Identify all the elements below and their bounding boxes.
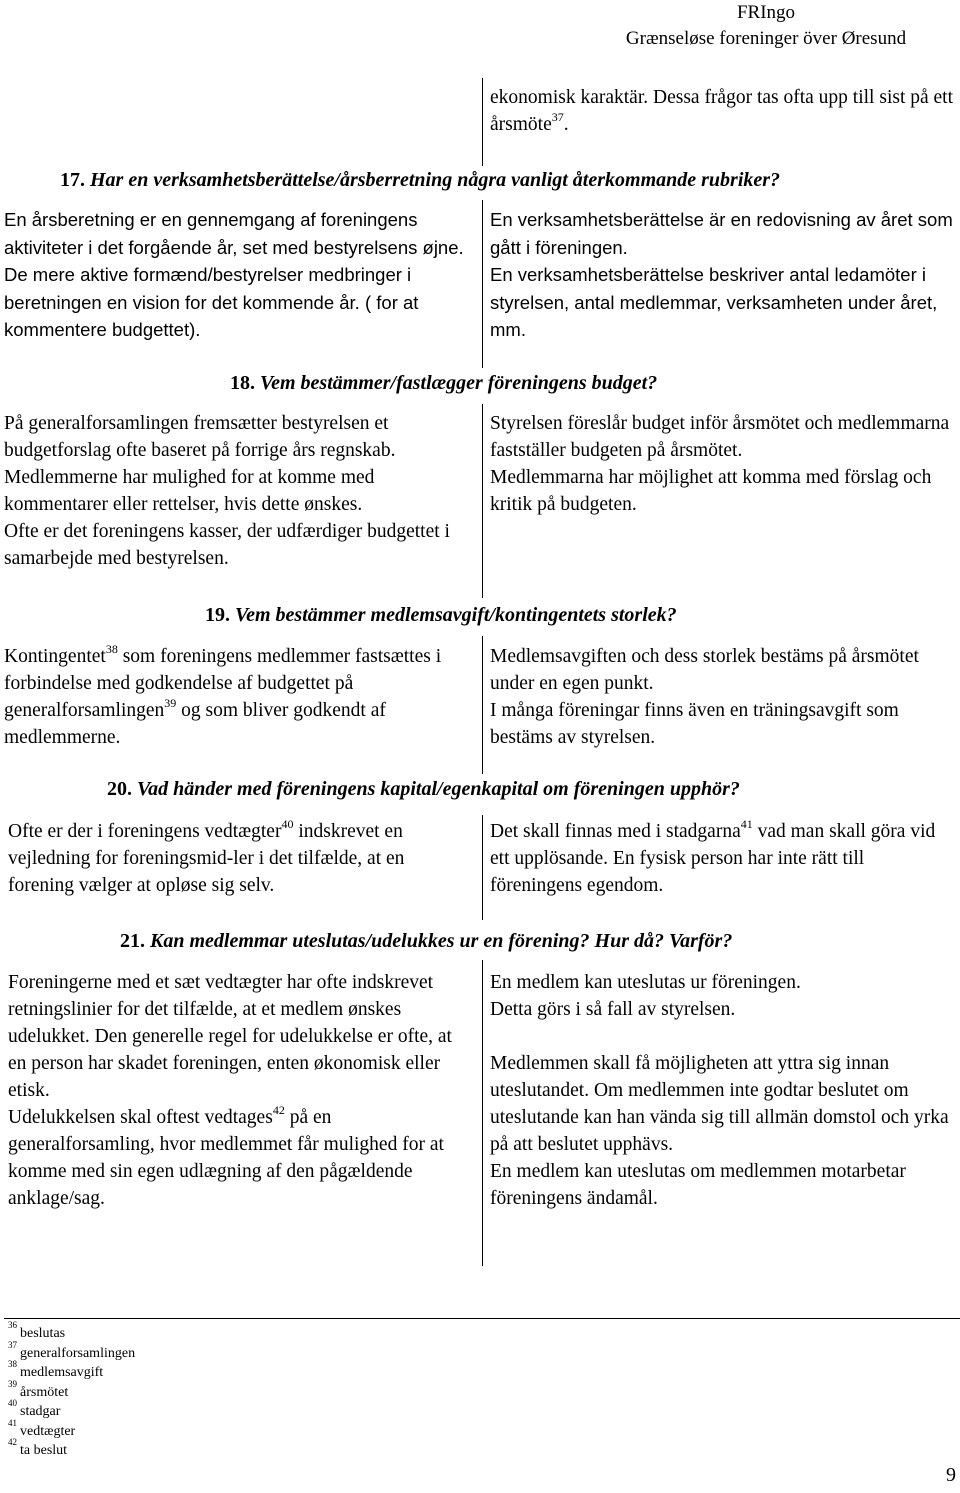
danish-answer-18: På generalforsamlingen fremsætter bestyrelsen et budgetforslag ofte baseret på forrige års regnskab. Medlemmerne har mulighed for at komme med kommentarer eller rettelser, hvis dette ønskes. Ofte er det foreningens kasser, der udfærdiger budgettet i samarbejde med bestyrelsen. — [4, 413, 450, 569]
page-header — [586, 0, 946, 52]
footnote: $^{40}$stadgar — [8, 1398, 61, 1419]
swedish-answer-19: Medlemsavgiften och dess storlek bestäms på årsmötet under en egen punkt. I många föreningar finns även en träningsavgift som bestäms av styrelsen. — [490, 646, 919, 748]
question-number: 19. — [205, 604, 230, 626]
swedish-answer-17: En verksamhetsberättelse är en redovisning av året som gått i föreningen. En verksamhetsberättelse beskriver antal ledamöter i styrelsen, antal medlemmar, verksamheten under året, mm. — [490, 209, 953, 340]
footnote-separator — [4, 1318, 960, 1319]
header-title: FRIngo — [736, 2, 796, 23]
column-divider — [482, 78, 483, 166]
footnotes — [8, 1320, 136, 1461]
intro-continuation: ekonomisk karaktär. Dessa frågor tas ofta upp till sist på ett årsmöte$^{37}$. — [490, 87, 954, 135]
question-19 — [205, 602, 677, 628]
question-20 — [107, 776, 740, 802]
question-number: 21. — [120, 930, 145, 952]
footnote: $^{39}$årsmötet — [8, 1378, 69, 1400]
footnote-ref: 40 — [281, 816, 294, 831]
question-number: 20. — [107, 778, 132, 800]
column-divider — [482, 404, 483, 598]
question-text: Kan medlemmar uteslutas/udelukkes ur en förening? Hur då? Varför? — [150, 930, 733, 952]
question-text: Vad händer med föreningens kapital/egenkapital om föreningen upphör? — [137, 778, 740, 800]
question-number: 17. — [60, 169, 85, 191]
column-divider — [482, 960, 483, 1266]
column-divider — [482, 200, 483, 368]
footnote-ref: 39 — [164, 695, 177, 710]
question-text: Har en verksamhetsberättelse/årsberretning några vanligt återkommande rubriker? — [90, 169, 781, 191]
column-divider — [482, 815, 483, 920]
question-text: Vem bestämmer/fastlægger föreningens budget? — [260, 372, 658, 394]
swedish-answer-21: En medlem kan uteslutas ur föreningen. Detta görs i så fall av styrelsen. Medlemmen skall få möjligheten att yttra sig innan uteslutandet. Om medlemmen inte godtar beslutet om uteslutande kan han vända sig till allmän domstol och yrka på att beslutet upphävs. En medlem kan uteslutas om medlemmen motarbetar föreningens ändamål. — [490, 972, 949, 1209]
footnote: $^{41}$vedtægter — [8, 1417, 76, 1439]
swedish-answer-20: Det skall finnas med i stadgarna$^{41}$ vad man skall göra vid ett upplösande. En fysisk person har inte rätt till föreningens egendom. — [490, 816, 936, 896]
question-21 — [120, 928, 732, 954]
question-text: Vem bestämmer medlemsavgift/kontingentets storlek? — [235, 604, 677, 626]
swedish-answer-18: Styrelsen föreslår budget inför årsmötet och medlemmarna fastställer budgeten på årsmötet. Medlemmarna har möjlighet att komma med förslag och kritik på budgeten. — [490, 413, 950, 515]
footnote-ref: 42 — [272, 1102, 285, 1117]
question-17 — [60, 167, 780, 193]
page-number: 9 — [946, 1464, 956, 1486]
footnote-ref: 38 — [105, 641, 118, 656]
danish-answer-21: Foreningerne med et sæt vedtægter har ofte indskrevet retningslinier for det tilfælde, at et medlem ønskes udelukket. Den generelle regel for udelukkelse er ofte, at en person har skadet foreningen, enten økonomisk eller etisk. Udelukkelsen skal oftest vedtages$^{42}$ på en generalforsamling, hvor medlemmet får mulighed for at komme med sin egen udlægning af den pågældende anklage/sag. — [8, 972, 452, 1209]
danish-answer-17: En årsberetning er en gennemgang af foreningens aktiviteter i det forgående år, set med bestyrelsens øjne. De mere aktive formænd/bestyrelser medbringer i beretningen en vision for det kommende år. ( for at kommentere budgettet). — [4, 209, 464, 340]
footnote: $^{38}$medlemsavgift — [8, 1359, 104, 1380]
question-number: 18. — [230, 372, 255, 394]
column-divider — [482, 636, 483, 774]
footnote: $^{37}$generalforsamlingen — [8, 1339, 136, 1361]
footnote: $^{36}$beslutas — [8, 1320, 66, 1341]
question-18 — [230, 370, 657, 396]
header-subtitle: Grænseløse foreninger över Øresund — [625, 28, 907, 49]
footnote: $^{42}$ta beslut — [8, 1437, 68, 1458]
danish-answer-19: Kontingentet$^{38}$ som foreningens medlemmer fastsættes i forbindelse med godkendelse af budgettet på generalforsamlingen$^{39}$ og som bliver godkendt af medlemmerne. — [4, 641, 442, 748]
footnote-ref: 37 — [551, 109, 564, 124]
danish-answer-20: Ofte er der i foreningens vedtægter$^{40}$ indskrevet en vejledning for foreningsmid-ler i det tilfælde, at en forening vælger at opløse sig selv. — [8, 816, 405, 896]
footnote-ref: 41 — [740, 816, 753, 831]
